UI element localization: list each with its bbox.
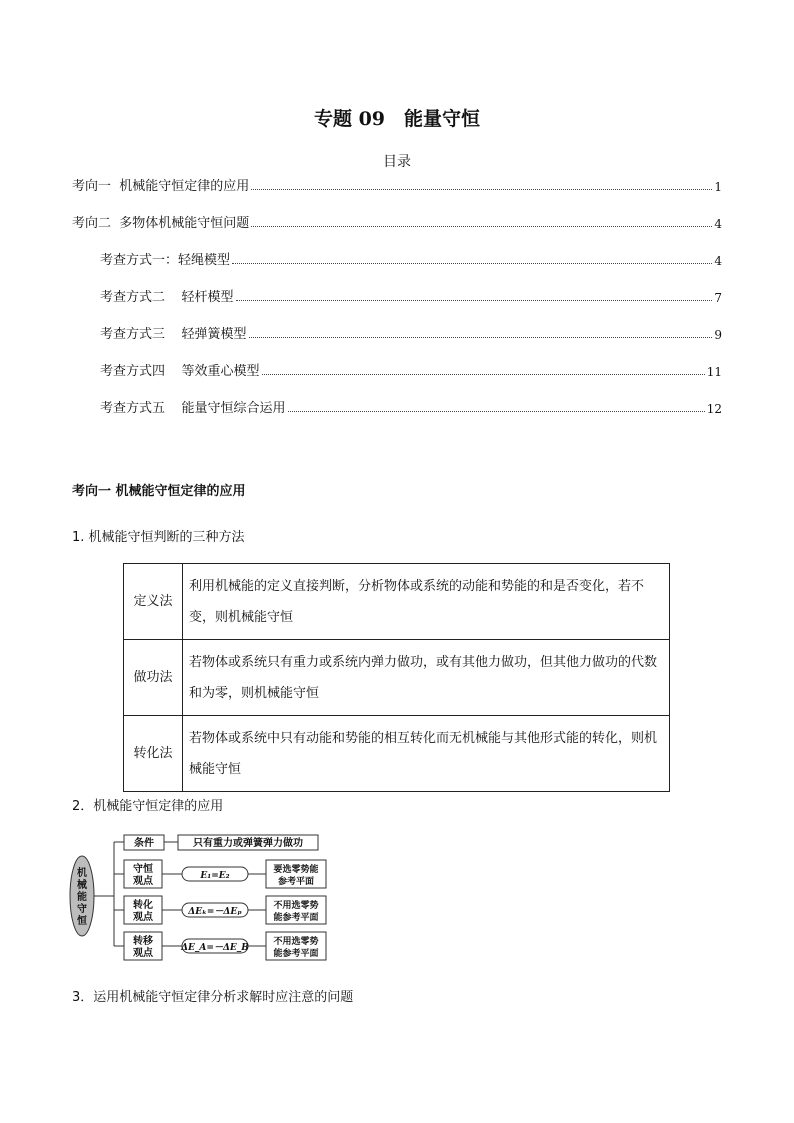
page-title: 专题 09 能量守恒 [313,108,481,130]
diagram-root-char: 机 [77,868,87,879]
diagram-formula: E₁=E₂ [200,871,230,881]
methods-table [123,563,670,792]
diagram-note: 不用选零势 [273,937,319,947]
conservation-diagram [68,830,340,962]
toc-item-label: 考向二 多物体机械能守恒问题 [72,216,250,231]
diagram-label: 观点 [133,912,153,923]
diagram-label: 守恒 [133,864,153,875]
diagram-root-char: 恒 [77,916,87,927]
toc-item-label: 考查方式四 等效重心模型 [100,364,260,379]
toc-heading: 目录 [383,154,411,170]
method-description: 若物体或系统中只有动能和势能的相互转化而无机械能与其他形式能的转化，则机械能守恒 [183,716,670,792]
item-heading-2: 2．机械能守恒定律的应用 [72,799,224,814]
section-heading: 考向一 机械能守恒定律的应用 [72,484,246,499]
toc-item[interactable] [72,213,722,231]
toc-item[interactable] [100,361,722,379]
toc-item[interactable] [100,287,722,305]
toc-item[interactable] [72,176,722,194]
diagram-note: 不用选零势 [273,901,319,911]
table-row [124,716,670,792]
method-description: 若物体或系统只有重力或系统内弹力做功，或有其他力做功，但其他力做功的代数和为零，则机械能守恒 [183,640,670,716]
toc-leader-dots [251,226,712,227]
toc-item-label: 考查方式三 轻弹簧模型 [100,327,247,342]
toc-item-label: 考查方式一：轻绳模型 [100,253,231,268]
diagram-formula: ΔE_A=－ΔE_B [181,943,249,953]
diagram-note: 要选零势能 [273,865,319,875]
diagram-note: 能参考平面 [273,913,319,923]
toc-leader-dots [262,374,705,375]
table-row [124,564,670,640]
diagram-note: 参考平面 [277,877,315,887]
toc-item-page: 4 [714,217,722,231]
toc-item-label: 考查方式五 能量守恒综合运用 [100,401,286,416]
toc-leader-dots [232,263,712,264]
diagram-formula: ΔEₖ=－ΔEₚ [188,907,242,917]
toc-item-label: 考查方式二 轻杆模型 [100,290,234,305]
toc-item[interactable] [100,398,722,416]
diagram-label: 条件 [134,838,154,849]
item-heading-1: 1. 机械能守恒判断的三种方法 [72,530,245,545]
method-description: 利用机械能的定义直接判断，分析物体或系统的动能和势能的和是否变化，若不变，则机械能守恒 [183,564,670,640]
table-of-contents [0,0,794,420]
toc-item-page: 9 [714,328,722,342]
method-name: 转化法 [124,716,183,792]
diagram-condition: 只有重力或弹簧弹力做功 [193,838,303,849]
diagram-root-char: 械 [77,880,87,891]
toc-item-page: 7 [714,291,722,305]
diagram-root-char: 守 [77,904,87,915]
toc-leader-dots [251,189,712,190]
toc-leader-dots [249,337,713,338]
toc-item[interactable] [100,324,722,342]
toc-item[interactable] [100,250,722,268]
diagram-note: 能参考平面 [273,949,319,959]
toc-item-page: 12 [706,402,722,416]
method-name: 做功法 [124,640,183,716]
item-heading-3: 3．运用机械能守恒定律分析求解时应注意的问题 [72,990,354,1005]
toc-leader-dots [236,300,713,301]
toc-item-page: 4 [714,254,722,268]
diagram-label: 转移 [133,936,153,947]
toc-leader-dots [288,411,705,412]
diagram-label: 转化 [133,900,153,911]
table-row [124,640,670,716]
toc-item-label: 考向一 机械能守恒定律的应用 [72,179,250,194]
toc-item-page: 1 [714,180,722,194]
toc-item-page: 11 [706,365,722,379]
method-name: 定义法 [124,564,183,640]
diagram-label: 观点 [133,876,153,887]
diagram-root-char: 能 [77,892,87,903]
diagram-label: 观点 [133,948,153,959]
